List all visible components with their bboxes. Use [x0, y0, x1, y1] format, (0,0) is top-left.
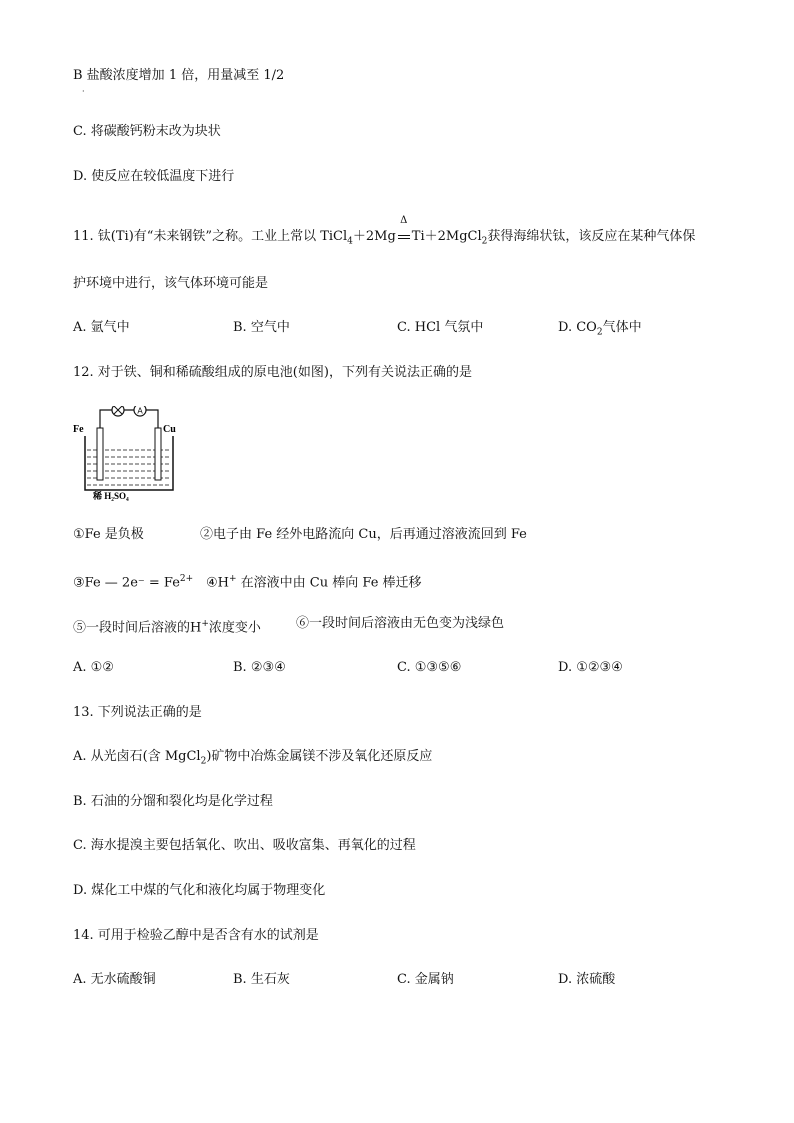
q13-option-c: C. 海水提溴主要包括氧化、吹出、吸收富集、再氧化的过程 — [73, 838, 416, 853]
q11-stem-line1 — [73, 215, 696, 251]
q13-option-b: B. 石油的分馏和裂化均是化学过程 — [73, 794, 273, 809]
q11-option-d-post: 气体中 — [602, 320, 642, 335]
solution-label: 稀 H₂SO₄ — [93, 491, 129, 501]
q12-option-a: A. ①② — [73, 660, 114, 675]
q12-s5-pre: ⑤一段时间后溶液的H — [73, 620, 202, 636]
q12-s3-sup: 2+ — [179, 574, 194, 584]
q11-stem-part2: ＋2Mg — [352, 229, 396, 244]
q14-option-b: B. 生石灰 — [233, 972, 290, 987]
q11-sub2: 2 — [481, 236, 488, 247]
q14-stem: 14. 可用于检验乙醇中是否含有水的试剂是 — [73, 928, 319, 943]
q12-statement-2: ②电子由 Fe 经外电路流向 Cu，后再通过溶液流回到 Fe — [200, 527, 527, 542]
q14-option-c: C. 金属钠 — [397, 972, 454, 987]
q13-a-sub: 2 — [200, 756, 207, 767]
q10-option-b: B 盐酸浓度增加 1 倍，用量减至 1/2 — [73, 68, 285, 83]
q13-option-d: D. 煤化工中煤的气化和液化均属于物理变化 — [73, 883, 326, 898]
q12-statement-3 — [73, 570, 193, 592]
q11-stem-line2: 护环境中进行，该气体环境可能是 — [73, 276, 269, 291]
q12-s4-sup: + — [229, 574, 237, 584]
q11-stem-part1: 11. 钛(Ti)有“未来钢铁”之称。工业上常以 TiCl — [73, 229, 348, 244]
galvanic-cell-diagram — [73, 406, 183, 501]
q10-option-c: C. 将碳酸钙粉末改为块状 — [73, 124, 221, 139]
cu-electrode — [155, 428, 161, 480]
q12-s4-pre: ④H — [206, 575, 229, 591]
q11-option-c: C. HCl 气氛中 — [397, 320, 484, 335]
q10-option-d: D. 使反应在较低温度下进行 — [73, 169, 235, 184]
fe-label: Fe — [73, 424, 84, 435]
equals-sign — [398, 235, 410, 239]
galvanic-cell-figure — [73, 406, 183, 501]
q12-s3-text: ③Fe — 2e⁻ = Fe — [73, 575, 180, 591]
q12-statement-5 — [73, 615, 261, 637]
q13-option-a — [73, 748, 432, 771]
q13-a-pre: A. 从光卤石(含 MgCl — [73, 749, 201, 764]
q12-statement-6: ⑥一段时间后溶液由无色变为浅绿色 — [296, 616, 505, 631]
q11-option-b: B. 空气中 — [233, 320, 290, 335]
q13-a-post: )矿物中冶炼金属镁不涉及氧化还原反应 — [206, 749, 433, 764]
ammeter-label: A — [137, 406, 143, 416]
q12-s5-sup: + — [201, 619, 209, 629]
q12-s5-post: 浓度变小 — [208, 620, 261, 636]
q12-s4-post: 在溶液中由 Cu 棒向 Fe 棒迁移 — [236, 575, 422, 591]
q12-option-d: D. ①②③④ — [558, 660, 623, 675]
q11-option-d-pre: D. CO — [558, 320, 597, 335]
q12-statement-1: ①Fe 是负极 — [73, 527, 144, 542]
heat-symbol: Δ — [400, 215, 408, 226]
q14-option-d: D. 浓硫酸 — [558, 972, 616, 987]
q12-option-b: B. ②③④ — [233, 660, 286, 675]
stray-dot: · — [82, 87, 85, 96]
reaction-condition — [396, 215, 412, 246]
bulb-icon — [112, 406, 124, 416]
fe-electrode — [97, 428, 103, 480]
q11-option-d — [558, 319, 642, 342]
q14-option-a: A. 无水硫酸铜 — [73, 972, 156, 987]
cu-label: Cu — [163, 424, 176, 435]
q12-option-c: C. ①③⑤⑥ — [397, 660, 462, 675]
q11-option-d-sub: 2 — [596, 327, 603, 338]
q11-stem-part4: 获得海绵状钛，该反应在某种气体保 — [487, 229, 696, 244]
q12-stem: 12. 对于铁、铜和稀硫酸组成的原电池(如图)，下列有关说法正确的是 — [73, 365, 472, 380]
q11-option-a: A. 氩气中 — [73, 320, 130, 335]
q12-statement-4 — [206, 570, 422, 592]
q13-stem: 13. 下列说法正确的是 — [73, 705, 202, 720]
q11-sub4: 4 — [347, 236, 353, 247]
q11-stem-part3: Ti＋2MgCl — [411, 229, 482, 244]
external-wire — [100, 410, 158, 432]
